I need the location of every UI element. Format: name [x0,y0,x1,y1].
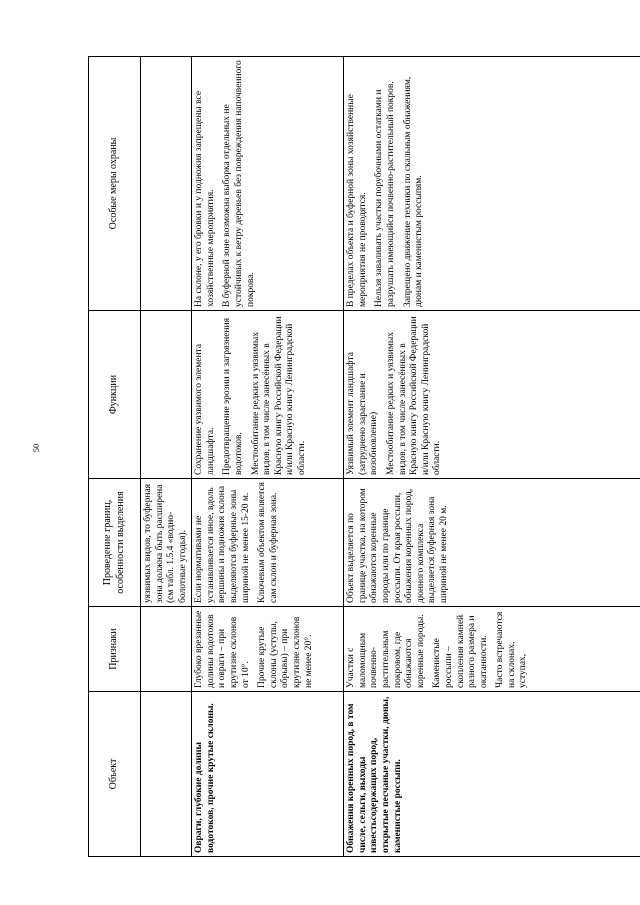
features-paragraph: Участки с маломощным почвенно-растительным покровом, где обнажаются коренные породы. [346,614,426,688]
cell-functions [141,311,192,479]
rotated-table-container [88,57,608,857]
features-paragraph: Прочие крутые склоны (уступы, обрывы) – при крутизне склонов не менее 20°. [257,616,314,688]
cell-protection [141,57,192,311]
cell-features [141,607,192,692]
features-paragraph: Каменистые россыпи – скопления камней разного размера и окатанности. [432,614,489,688]
cell-protection [192,57,344,311]
cell-functions [344,311,640,479]
functions-paragraph: Местообитание редких и уязвимых видов, в том числе занесённых в Красную книгу Российской Федерации и/или Красную книгу Ленинградской области. [386,316,443,475]
cell-object: Обнажения коренных пород, в том числе, сельги, выходы известьсодержащих пород, открытые песчаные участки, дюны, каменистые россыпи. [344,692,640,857]
page-number: 50 [31,443,41,453]
header-functions: Функции [89,311,141,479]
functions-paragraph: Уязвимый элемент ландшафта (затруднено зарастание и возобновление) [346,352,380,475]
protection-paragraph: Запрещено движение техники по скальным обнажениям, дюнам и каменистым россыпям. [402,76,425,307]
cell-features [192,607,344,692]
cell-protection [344,57,640,311]
cell-boundaries [192,479,344,607]
features-paragraph: Глубоко врезанные долины водотоков и овраги – при крутизне склонов от 10°. [194,610,251,688]
protection-paragraph: В буферной зоне возможна выборка отдельных не устойчивых к ветру деревьев без повреждения напочвенного покрова. [222,60,256,307]
table-row [192,57,344,857]
table-row [344,57,640,857]
cell-functions [192,311,344,479]
header-object: Объект [89,692,141,857]
table-row [141,57,192,857]
functions-paragraph: Предотвращение эрозии и загрязнения водотоков. [222,318,245,475]
features-paragraph: Часто встречаются на склонах, уступах, [495,611,529,688]
boundaries-paragraph: уязвимых видов, то буферная зона должна быть расширена (см табл. 1.5.4 «водно-болотные угодья). [143,483,188,603]
header-features: Признаки [89,607,141,692]
protection-measures-table [88,56,640,857]
protection-paragraph: На склоне, у его бровки и у подножия запрещены все хозяйственные мероприятия. [194,90,216,307]
boundaries-paragraph: Объект выделяется по границе участка, на котором обнажаются коренные породы или по границе россыпи. От края россыпи, обнажения коренных пород, дюнного комплекса выделяется буферная зона шириной не менее 20 м. [346,488,449,603]
cell-boundaries [344,479,640,607]
cell-boundaries [141,479,192,607]
table-header-row [89,57,141,857]
header-boundaries: Проведение границ, особенности выделения [89,479,141,607]
protection-paragraph: Нельзя заваливать участки порубочными остатками и разрушать имеющийся почвенно-растительный покров. [374,81,397,307]
cell-object: Овраги, глубокие долины водотоков, прочие крутые склоны. [192,692,344,857]
cell-features [344,607,640,692]
protection-paragraph: В пределах объекта и буферной зоны хозяйственные мероприятия не проводятся. [346,94,368,307]
boundaries-paragraph: Если нормативами не устанавливается иное, вдоль вершины и подножия склона выделяются буферные зоны шириной не менее 15-20 м. [194,485,251,603]
functions-paragraph: Сохранение уязвимого элемента ландшафта. [194,343,216,475]
cell-object [141,692,192,857]
functions-paragraph: Местообитание редких и уязвимых видов, в том числе занесённых в Красную книгу Российской Федерации и/или Красную книгу Ленинградской области. [250,316,307,475]
boundaries-paragraph: Ключевым объектом является сам склон и буферная зона. [257,482,279,603]
header-protection: Особые меры охраны [89,57,141,311]
